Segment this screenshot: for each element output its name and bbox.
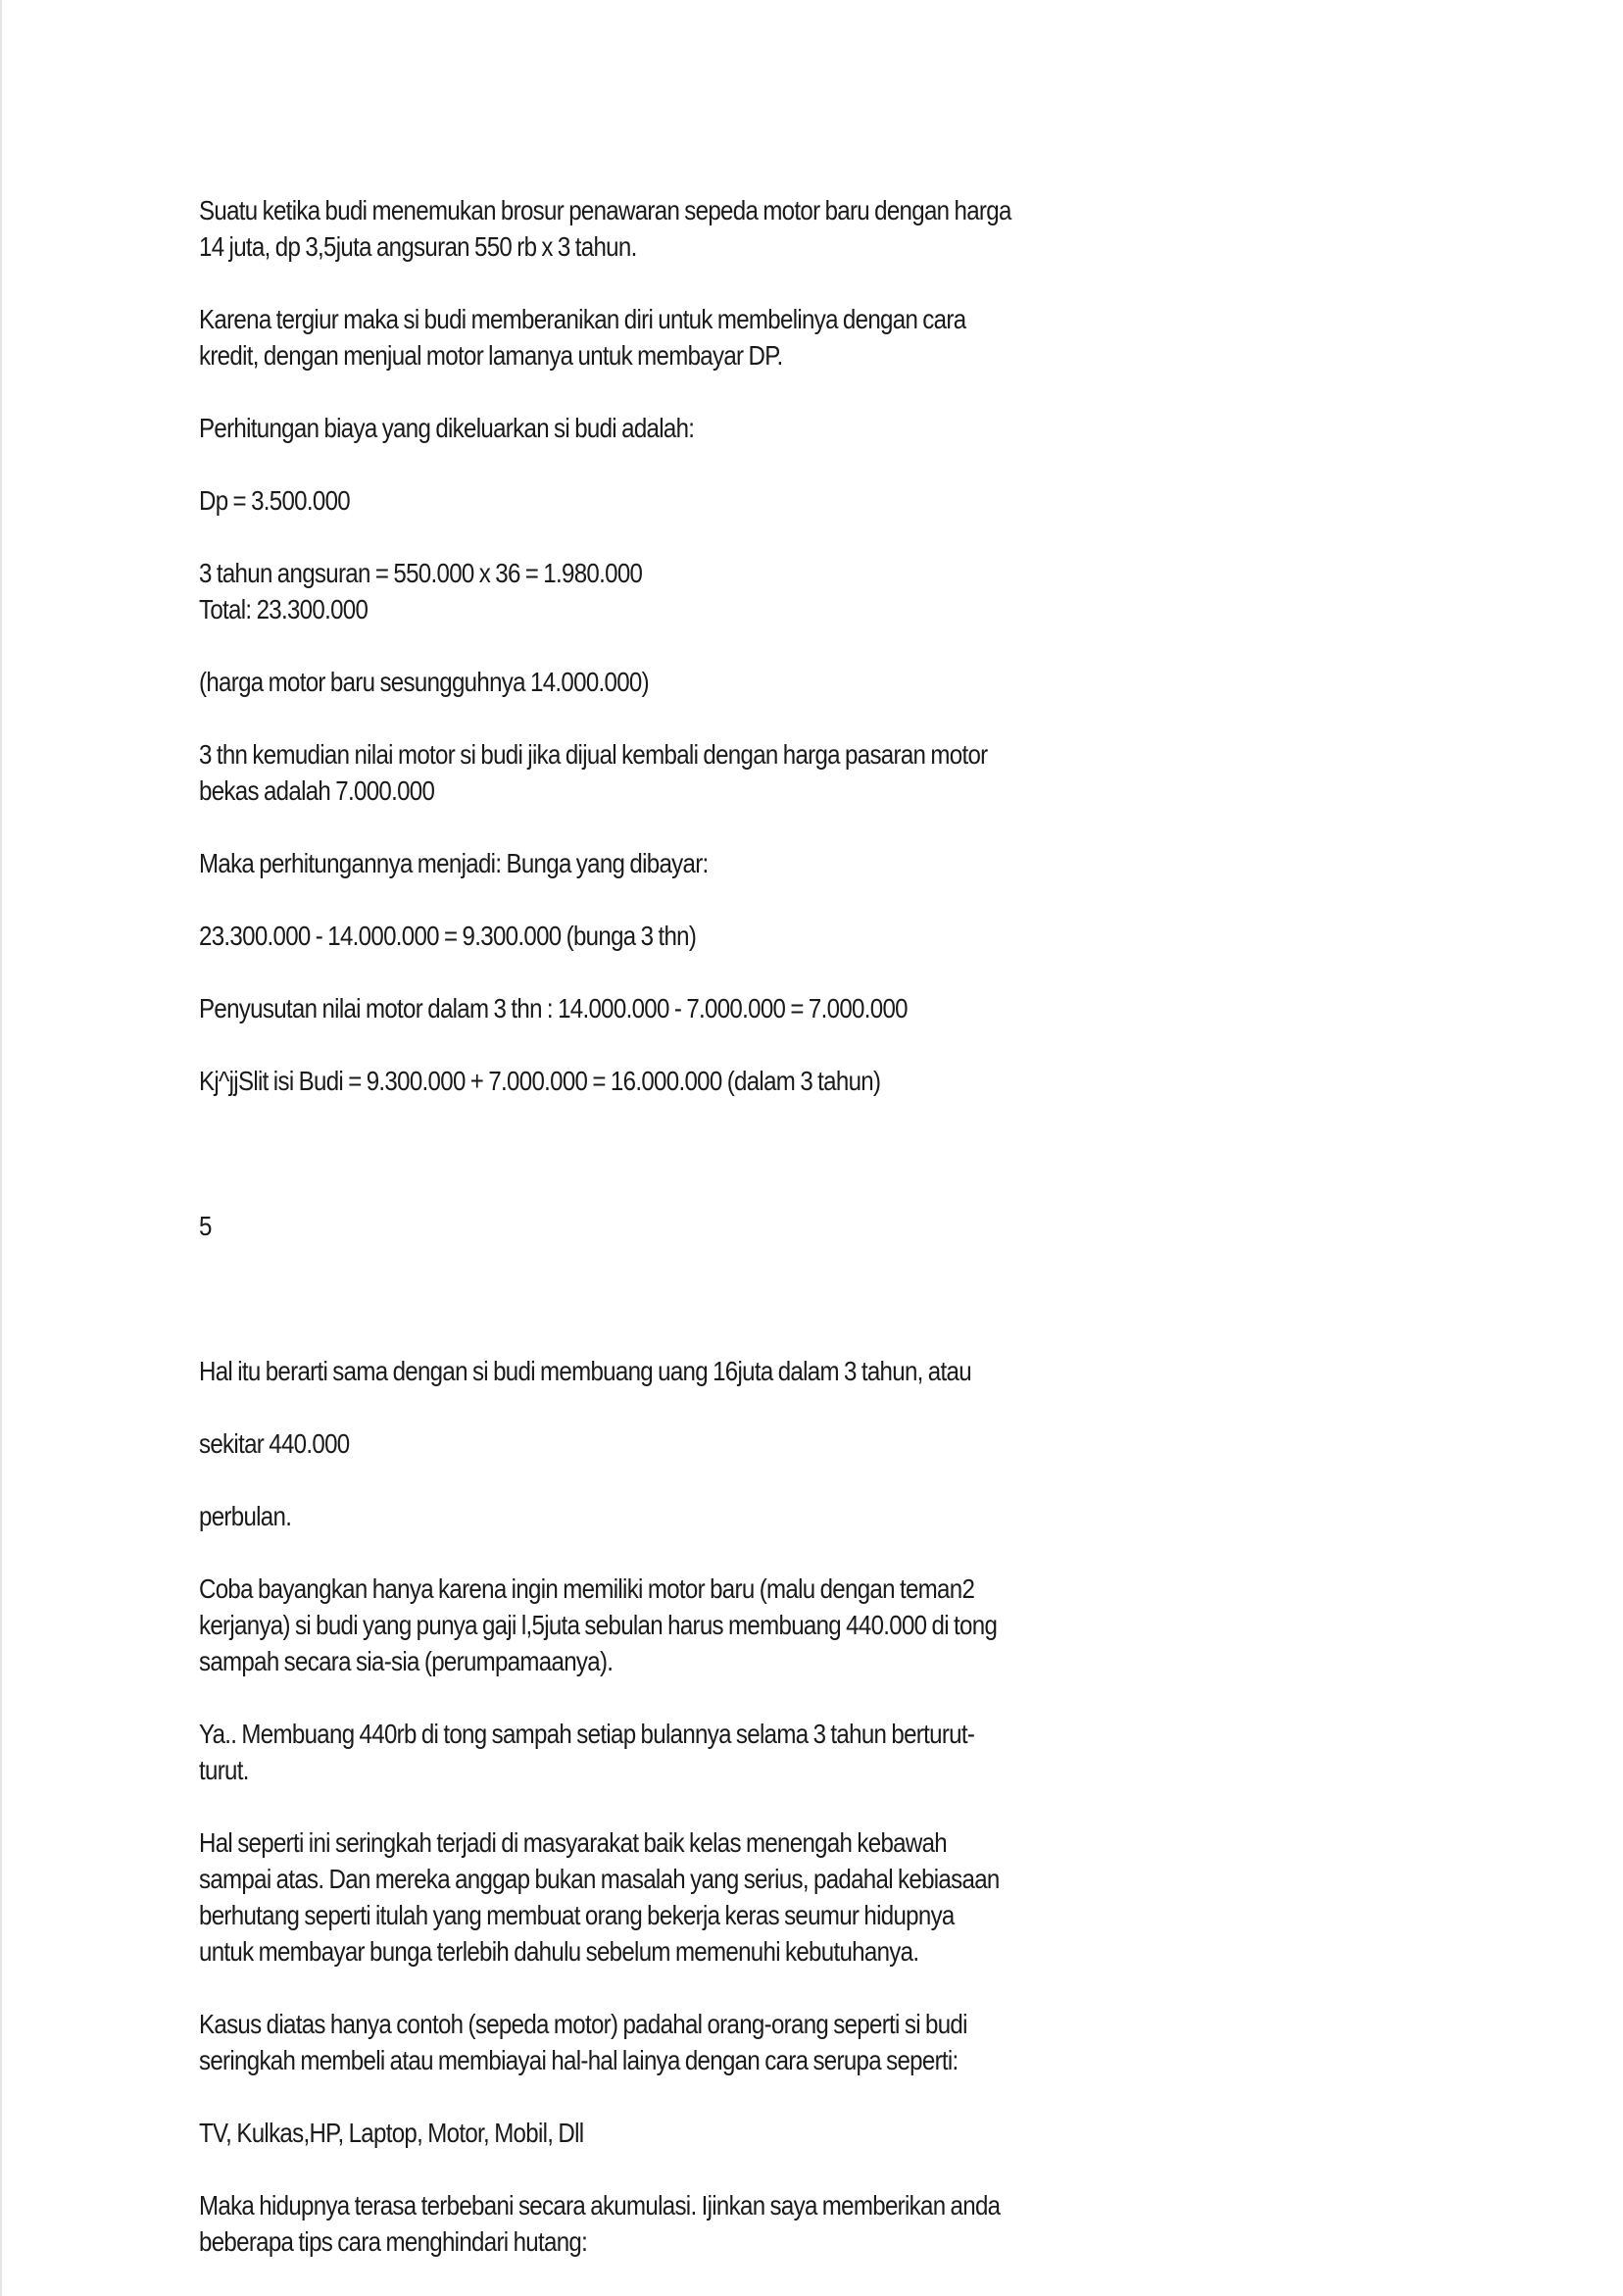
document-body [199,192,1093,2296]
paragraph-perhitungan-heading: Perhitungan biaya yang dikeluarkan si budi adalah: [199,413,695,443]
page-number: 5 [199,1211,212,1241]
paragraph-bunga-calc: 23.300.000 - 14.000.000 = 9.300.000 (bunga 3 thn) [199,921,697,951]
paragraph-dp: Dp = 3.500.000 [199,485,351,516]
paragraph-angsuran-total: 3 tahun angsuran = 550.000 x 36 = 1.980.000 Total: 23.300.000 [199,558,643,624]
paragraph-tips-intro: Maka hidupnya terasa terbebani secara akumulasi. Ijinkan saya memberikan anda beberapa tips cara menghindari hutang: [199,2190,1001,2257]
paragraph-bayangkan: Coba bayangkan hanya karena ingin memiliki motor baru (malu dengan teman2 kerjanya) si budi yang punya gaji l,5juta sebulan harus membuang 440.000 di tong sampah secara sia-sia (perumpamaanya). [199,1573,998,1676]
paragraph-brosur: Suatu ketika budi menemukan brosur penawaran sepeda motor baru dengan harga 14 juta, dp 3,5juta angsuran 550 rb x 3 tahun. [199,195,1011,262]
paragraph-nilai-bekas: 3 thn kemudian nilai motor si budi jika dijual kembali dengan harga pasaran motor bekas adalah 7.000.000 [199,739,988,806]
paragraph-bunga-heading: Maka perhitungannya menjadi: Bunga yang dibayar: [199,848,709,878]
paragraph-daftar-barang: TV, Kulkas,HP, Laptop, Motor, Mobil, Dll [199,2118,584,2148]
paragraph-masyarakat: Hal seperti ini seringkah terjadi di masyarakat baik kelas menengah kebawah sampai atas. Dan mereka anggap bukan masalah yang serius, padahal kebiasaan berhutang seperti itulah yang membuat orang bekerja keras seumur hidupnya untuk membayar bunga terlebih dahulu sebelum memenuhi kebutuhanya. [199,1827,1000,1967]
paragraph-kerugian-total: Kj^jjSlit isi Budi = 9.300.000 + 7.000.000 = 16.000.000 (dalam 3 tahun) [199,1066,881,1096]
paragraph-kredit: Karena tergiur maka si budi memberanikan diri untuk membelinya dengan cara kredit, dengan menjual motor lamanya untuk membayar DP. [199,304,966,371]
paragraph-membuang-uang: Hal itu berarti sama dengan si budi membuang uang 16juta dalam 3 tahun, atau [199,1356,971,1386]
paragraph-kasus: Kasus diatas hanya contoh (sepeda motor) padahal orang-orang seperti si budi seringkah membeli atau membiayai hal-hal lainya dengan cara serupa seperti: [199,2009,967,2075]
paragraph-penyusutan: Penyusutan nilai motor dalam 3 thn : 14.000.000 - 7.000.000 = 7.000.000 [199,993,908,1023]
paragraph-harga-baru: (harga motor baru sesungguhnya 14.000.000) [199,667,649,697]
paragraph-perbulan: perbulan. [199,1501,292,1531]
paragraph-sekitar: sekitar 440.000 [199,1428,350,1459]
paragraph-tong-sampah: Ya.. Membuang 440rb di tong sampah setiap bulannya selama 3 tahun berturut- turut. [199,1719,975,1785]
